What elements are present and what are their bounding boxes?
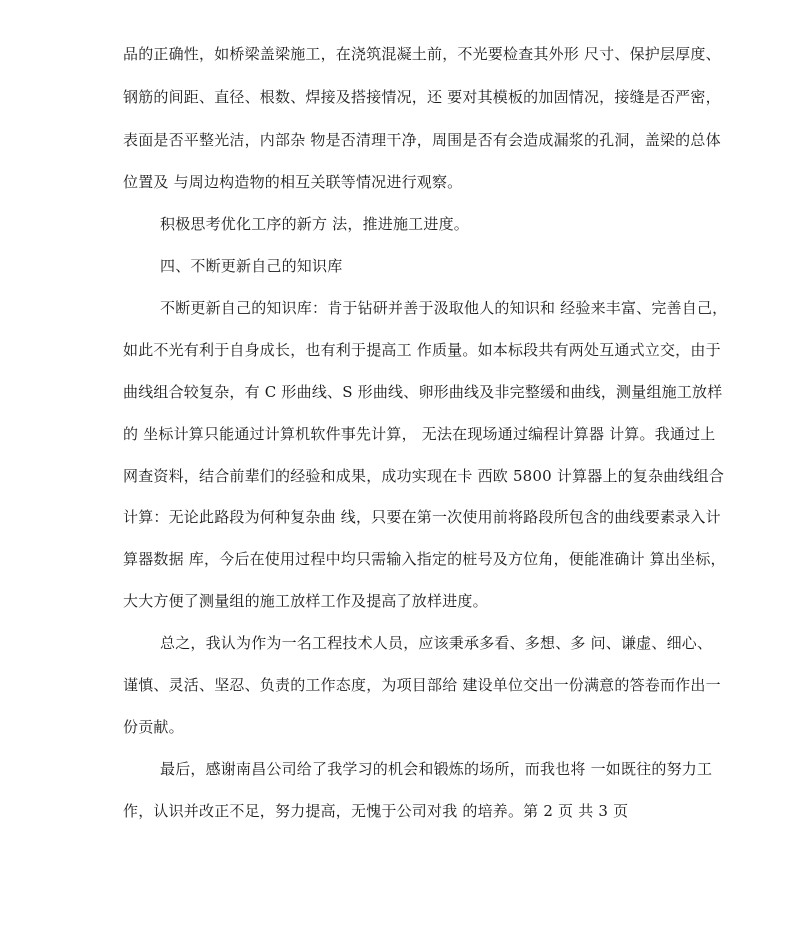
text-line: 曲线组合较复杂，有 C 形曲线、S 形曲线、卵形曲线及非完整缓和曲线，测量组施工放样 [123,383,723,401]
text-line: 不断更新自己的知识库：肯于钻研并善于汲取他人的知识和 经验来丰富、完善自己， [160,299,728,317]
text-line: 大大方便了测量组的施工放样工作及提高了放样进度。 [123,592,488,610]
text-line: 算器数据 库，今后在使用过程中均只需输入指定的桩号及方位角，便能准确计 算出坐标， [123,550,726,568]
section-heading: 四、不断更新自己的知识库 [160,257,343,275]
text-line: 谨慎、灵活、坚忍、负责的工作态度，为项目部给 建设单位交出一份满意的答卷而作出一 [123,676,721,694]
text-line-with-page-number: 作，认识并改正不足，努力提高，无愧于公司对我 的培养。第 2 页 共 3 页 [123,802,629,820]
text-line: 计算：无论此路段为何种复杂曲 线，只要在第一次使用前将路段所包含的曲线要素录入计 [123,508,721,526]
text-line: 最后，感谢南昌公司给了我学习的机会和锻炼的场所，而我也将 一如既往的努力工 [160,760,713,778]
text-line: 份贡献。 [123,718,184,736]
text-line: 如此不光有利于自身成长，也有利于提高工 作质量。如本标段共有两处互通式立交，由于 [123,341,721,359]
text-line: 的 坐标计算只能通过计算机软件事先计算， 无法在现场通过编程计算器 计算。我通过上 [123,425,716,443]
text-line: 钢筋的间距、直径、根数、焊接及搭接情况，还 要对其模板的加固情况，接缝是否严密， [123,88,721,106]
text-line: 位置及 与周边构造物的相互关联等情况进行观察。 [123,173,463,191]
text-line: 品的正确性，如桥梁盖梁施工，在浇筑混凝土前，不光要检查其外形 尺寸、保护层厚度、 [123,45,721,63]
text-line: 总之，我认为作为一名工程技术人员，应该秉承多看、多想、多 问、谦虚、细心、 [160,634,713,652]
text-line: 网查资料，结合前辈们的经验和成果，成功实现在卡 西欧 5800 计算器上的复杂曲线组合 [123,467,725,485]
text-line: 表面是否平整光洁，内部杂 物是否清理干净，周围是否有会造成漏浆的孔洞，盖梁的总体 [123,131,721,149]
text-line: 积极思考优化工序的新方 法，推进施工进度。 [160,215,469,233]
